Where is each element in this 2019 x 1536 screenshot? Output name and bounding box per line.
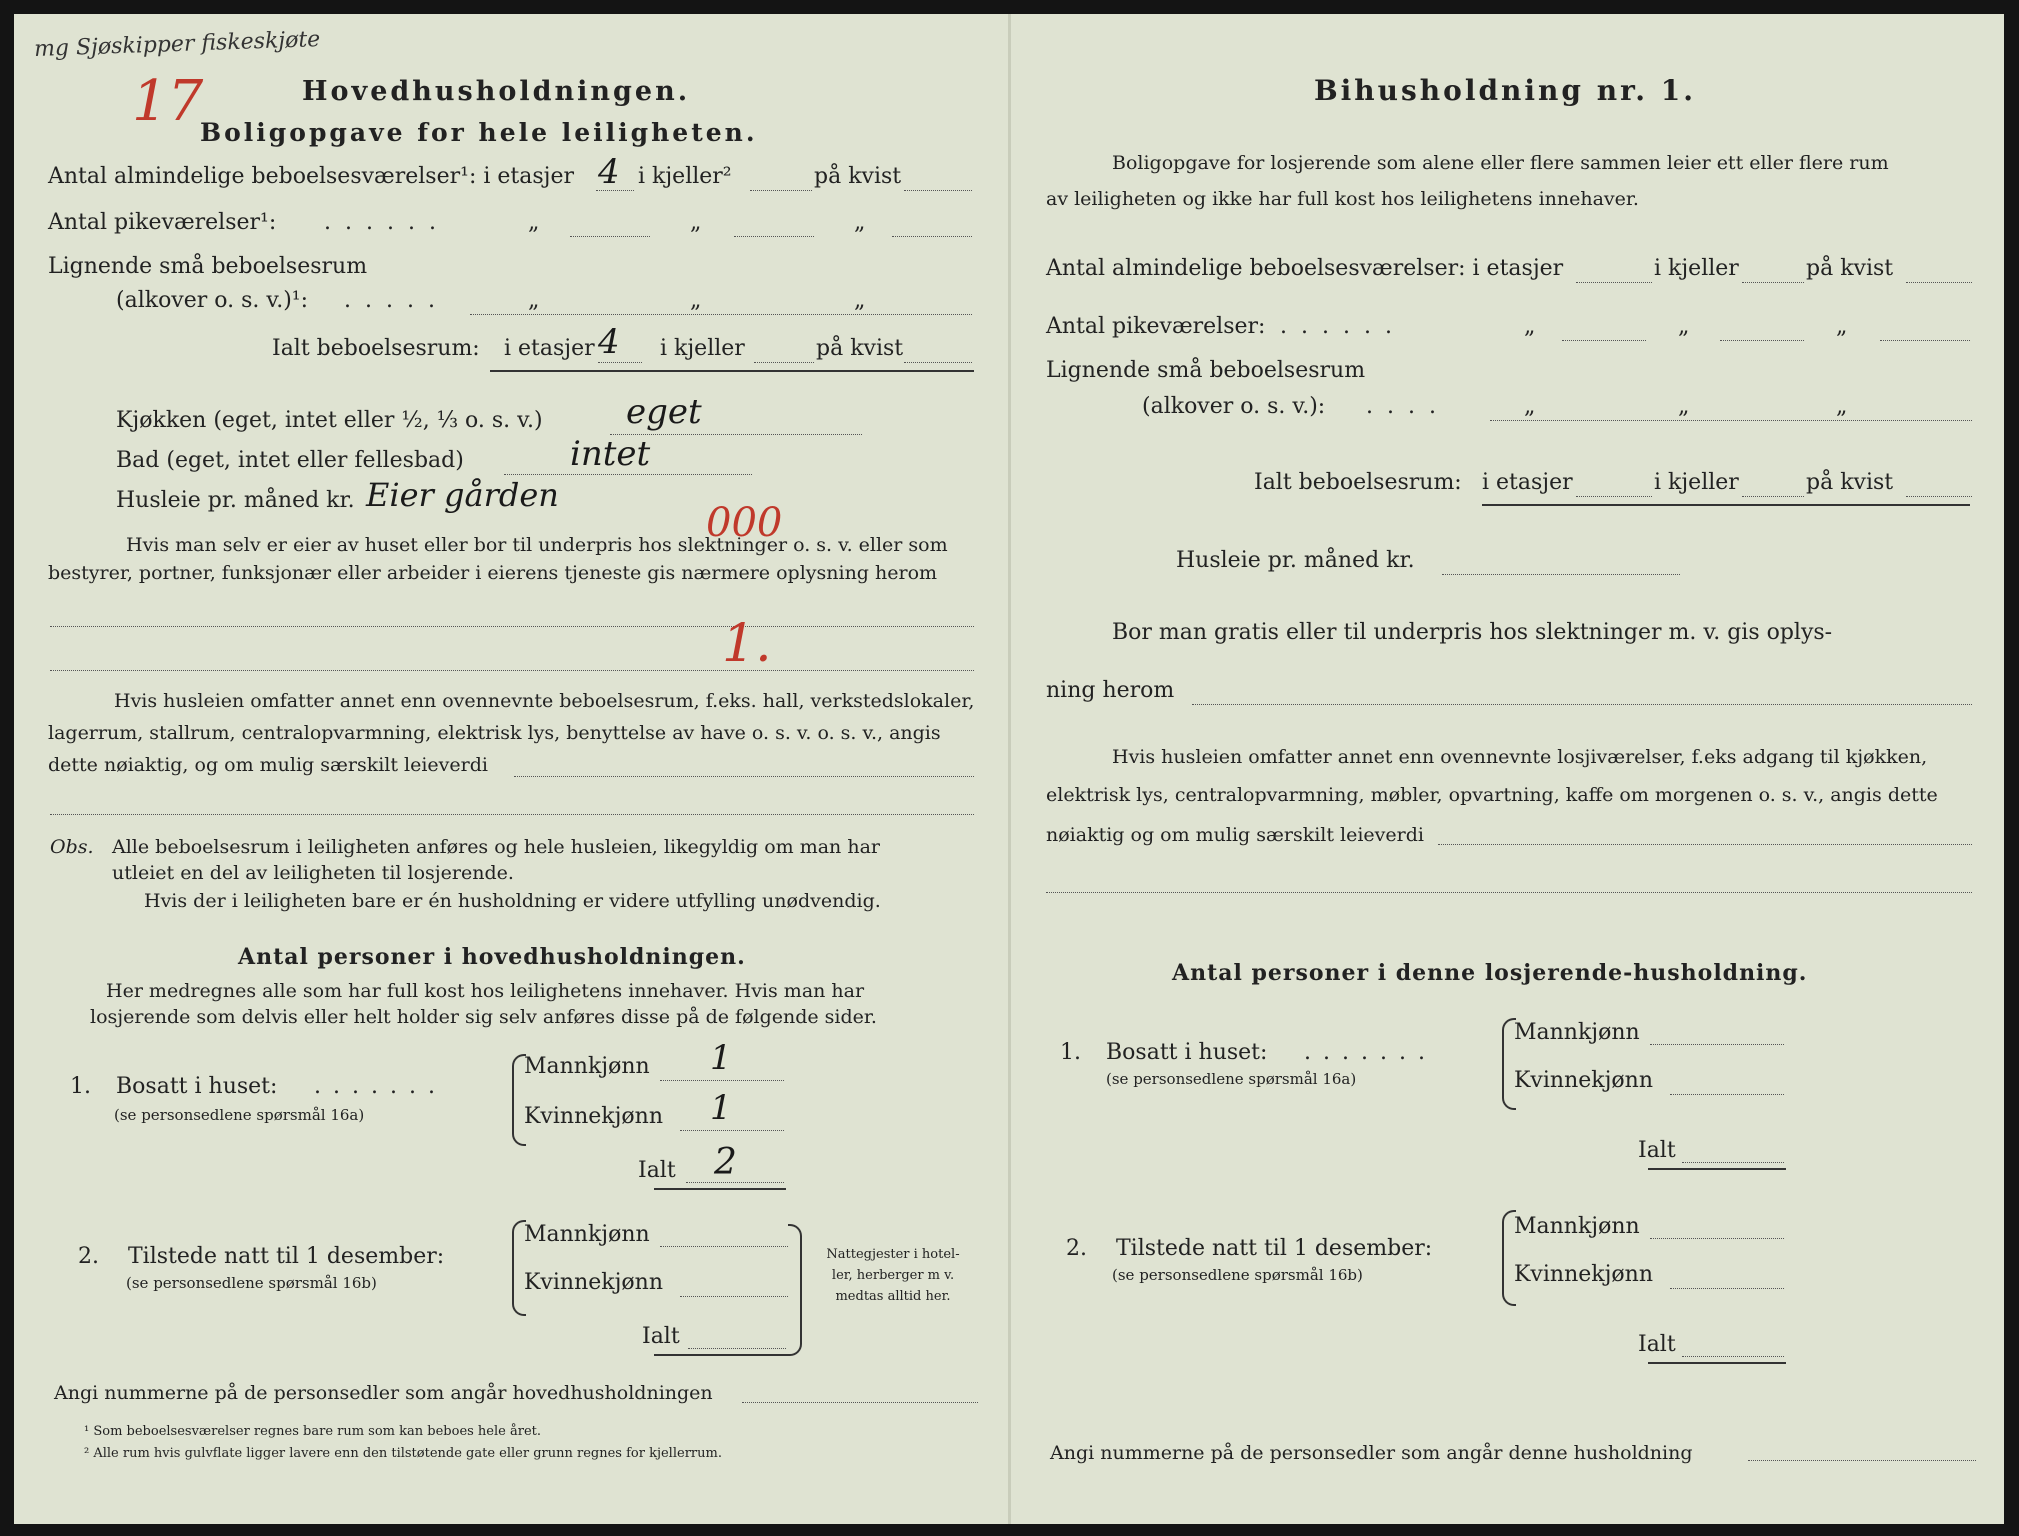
left-ialt-rule (490, 370, 974, 372)
right-q1-mann-label: Mannkjønn (1514, 1020, 1640, 1045)
left-antal-personer-heading: Antal personer i hovedhusholdningen. (238, 944, 746, 970)
right-q1-mann-field[interactable] (1650, 1044, 1784, 1045)
right-husleie-label: Husleie pr. måned kr. (1176, 548, 1415, 573)
right-ialt-kvist-field[interactable] (1906, 496, 1972, 497)
left-kvist-label: på kvist (814, 164, 902, 189)
right-q2-ialt-label: Ialt (1638, 1332, 1676, 1357)
right-ialt-etasjer-label: i etasjer (1482, 470, 1573, 495)
right-q2-ialt-field[interactable] (1682, 1356, 1784, 1357)
left-nattegjester-note (808, 1244, 978, 1307)
handwritten-red-number: 17 (132, 69, 204, 134)
left-q2-ialt-rule (654, 1354, 788, 1356)
right-angi-field[interactable] (1748, 1460, 1976, 1461)
left-kjokken-label: Kjøkken (eget, intet eller ½, ⅓ o. s. v.) (116, 408, 543, 433)
left-husleie-value: Eier gården (366, 476, 559, 514)
left-omfatter-field-2[interactable] (50, 814, 974, 815)
left-pike-ditto-3: „ (854, 210, 866, 235)
right-q1-ialt-rule (1648, 1168, 1786, 1170)
right-kjeller-label: i kjeller (1654, 256, 1739, 281)
right-row-lignende-label: Lignende små beboelsesrum (1046, 358, 1366, 383)
left-eier-field-2[interactable] (50, 670, 974, 671)
left-husleie-label: Husleie pr. måned kr. (116, 488, 355, 513)
right-q2-kvinne-field[interactable] (1670, 1288, 1784, 1289)
left-q2-kvinne-field[interactable] (680, 1296, 788, 1297)
right-gratis-line2: ning herom (1046, 678, 1175, 703)
right-pike-kvist-field[interactable] (1880, 340, 1970, 341)
right-q2-sub: (se personsedlene spørsmål 16b) (1112, 1266, 1363, 1284)
left-q1-mann-value: 1 (710, 1038, 732, 1078)
left-medregnes-line1: Her medregnes alle som har full kost hos leilighetens innehaver. Hvis man har (106, 980, 865, 1002)
right-intro-line1: Boligopgave for losjerende som alene eller flere sammen leier ett eller flere rum (1112, 152, 1889, 174)
left-page-title: Hovedhusholdningen. (302, 76, 691, 107)
left-medregnes-line2: losjerende som delvis eller helt holder sig selv anføres disse på de følgende sider. (90, 1006, 877, 1028)
right-row-alkover-label: (alkover o. s. v.): (1142, 394, 1326, 419)
right-alkover-ditto-3: „ (1836, 394, 1848, 419)
right-q1-dots: ....... (1304, 1040, 1437, 1065)
left-pike-kjeller-field[interactable] (734, 236, 814, 237)
left-alkover-field[interactable] (470, 314, 972, 315)
right-alkover-ditto-1: „ (1524, 394, 1536, 419)
left-row-ialt-label: Ialt beboelsesrum: (272, 336, 480, 361)
right-q2-kvinne-label: Kvinnekjønn (1514, 1262, 1653, 1287)
left-q1-ialt-value: 2 (714, 1142, 737, 1183)
right-q2-number: 2. (1066, 1236, 1087, 1261)
right-gratis-line1: Bor man gratis eller til underpris hos slektninger m. v. gis oplys- (1112, 620, 1833, 645)
left-q1-number: 1. (70, 1074, 91, 1099)
right-angi-label: Angi nummerne på de personsedler som angår denne husholdning (1050, 1442, 1693, 1464)
left-page-subtitle: Boligopgave for hele leiligheten. (200, 118, 758, 147)
right-pike-kjeller-field[interactable] (1720, 340, 1804, 341)
right-pike-dots: ...... (1280, 314, 1406, 339)
left-q1-mann-label: Mannkjønn (524, 1054, 650, 1079)
left-kjeller-label: i kjeller² (638, 164, 732, 189)
handwritten-red-rent: 000 (706, 500, 783, 546)
right-pike-ditto-3: „ (1836, 314, 1848, 339)
left-q1-mann-field[interactable] (660, 1080, 784, 1081)
left-row-pike-label: Antal pikeværelser¹: (48, 210, 277, 235)
right-q2-mann-field[interactable] (1650, 1238, 1784, 1239)
right-omfatter-line2: elektrisk lys, centralopvarmning, møbler, opvartning, kaffe om morgenen o. s. v., angis dette (1046, 784, 1938, 806)
right-q1-label: Bosatt i huset: (1106, 1040, 1268, 1065)
right-pike-etasjer-field[interactable] (1562, 340, 1646, 341)
left-q2-mann-label: Mannkjønn (524, 1222, 650, 1247)
right-etasjer-field[interactable] (1576, 282, 1652, 283)
left-omfatter-line1: Hvis husleien omfatter annet enn ovennevnte beboelsesrum, f.eks. hall, verkstedslokaler, (114, 690, 975, 712)
left-obs-label: Obs. (50, 836, 94, 858)
right-q2-ialt-rule (1648, 1362, 1786, 1364)
nattegjester-line-3: medtas alltid her. (835, 1289, 951, 1304)
left-alkover-dots: ..... (344, 288, 449, 313)
left-kvist-field[interactable] (904, 190, 972, 191)
left-ialt-etasjer-label: i etasjer (504, 336, 595, 361)
left-ialt-etasjer-value: 4 (598, 322, 620, 362)
left-footnote-1: ¹ Som beboelsesværelser regnes bare rum som kan beboes hele året. (84, 1424, 541, 1439)
right-pike-ditto-1: „ (1524, 314, 1536, 339)
right-q1-number: 1. (1060, 1040, 1081, 1065)
right-omfatter-line1: Hvis husleien omfatter annet enn ovennevnte losjiværelser, f.eks adgang til kjøkken, (1112, 746, 1928, 768)
left-bad-value: intet (570, 434, 651, 474)
left-q1-kvinne-value: 1 (710, 1088, 732, 1128)
left-etasjer-value: 4 (598, 152, 620, 192)
right-ialt-kjeller-field[interactable] (1742, 496, 1804, 497)
right-q1-ialt-label: Ialt (1638, 1138, 1676, 1163)
right-omfatter-field-2[interactable] (1046, 892, 1972, 893)
left-eier-line1: Hvis man selv er eier av huset eller bor til underpris hos slektninger o. s. v. eller som (126, 534, 948, 556)
left-ialt-kvist-label: på kvist (816, 336, 904, 361)
handwritten-red-mark: 1. (722, 614, 772, 674)
left-q2-brace-right (788, 1224, 802, 1356)
left-row-pike-dots: ...... (324, 210, 450, 235)
census-form-sheet (14, 14, 2004, 1524)
left-q1-kvinne-field[interactable] (680, 1130, 784, 1131)
left-row-antal-label: Antal almindelige beboelsesværelser¹: i etasjer (48, 164, 575, 189)
left-alkover-ditto-1: „ (528, 288, 540, 313)
left-kjeller-field[interactable] (750, 190, 812, 191)
right-kvist-label: på kvist (1806, 256, 1894, 281)
right-alkover-field[interactable] (1490, 420, 1972, 421)
left-bad-field[interactable] (504, 474, 752, 475)
left-angi-label: Angi nummerne på de personsedler som angår hovedhusholdningen (54, 1382, 713, 1404)
right-q2-label: Tilstede natt til 1 desember: (1116, 1236, 1433, 1261)
left-obs-line2: utleiet en del av leiligheten til losjerende. (112, 862, 514, 884)
left-row-alkover-label: (alkover o. s. v.)¹: (116, 288, 309, 313)
right-gratis-field[interactable] (1192, 704, 1972, 705)
right-alkover-ditto-2: „ (1678, 394, 1690, 419)
left-bad-label: Bad (eget, intet eller fellesbad) (116, 448, 464, 473)
right-page-title: Bihusholdning nr. 1. (1314, 74, 1696, 107)
right-kvist-field[interactable] (1906, 282, 1972, 283)
left-q1-ialt-label: Ialt (638, 1158, 676, 1183)
right-husleie-field[interactable] (1442, 574, 1680, 575)
right-pike-ditto-2: „ (1678, 314, 1690, 339)
left-alkover-ditto-3: „ (854, 288, 866, 313)
left-pike-ditto-1: „ (528, 210, 540, 235)
left-footnote-2: ² Alle rum hvis gulvflate ligger lavere enn den tilstøtende gate eller grunn regnes for kjellerrum. (84, 1446, 722, 1461)
left-eier-line2: bestyrer, portner, funksjonær eller arbeider i eierens tjeneste gis nærmere oplysning herom (48, 562, 938, 584)
left-omfatter-line2: lagerrum, stallrum, centralopvarmning, elektrisk lys, benyttelse av have o. s. v. o. s. v., angis (48, 722, 941, 744)
right-alkover-dots: .... (1366, 394, 1450, 419)
left-q2-sub: (se personsedlene spørsmål 16b) (126, 1274, 377, 1292)
right-intro-line2: av leiligheten og ikke har full kost hos leilighetens innehaver. (1046, 188, 1639, 210)
left-q2-number: 2. (78, 1244, 99, 1269)
page-fold (1008, 14, 1011, 1524)
left-angi-field[interactable] (742, 1402, 978, 1403)
left-q1-ialt-field[interactable] (686, 1182, 784, 1183)
right-ialt-kvist-label: på kvist (1806, 470, 1894, 495)
left-omfatter-field-1[interactable] (514, 776, 974, 777)
left-q1-label: Bosatt i huset: (116, 1074, 278, 1099)
handwritten-occupation-note: mg Sjøskipper fiskeskjøte (33, 27, 321, 62)
left-kjokken-value: eget (626, 392, 702, 432)
right-kjeller-field[interactable] (1742, 282, 1804, 283)
right-omfatter-field-1[interactable] (1438, 844, 1972, 845)
left-pike-kvist-field[interactable] (892, 236, 972, 237)
left-q1-sub: (se personsedlene spørsmål 16a) (114, 1106, 365, 1124)
left-ialt-kvist-field[interactable] (904, 362, 972, 363)
left-pike-etasjer-field[interactable] (570, 236, 650, 237)
left-obs-line1: Alle beboelsesrum i leiligheten anføres og hele husleien, likegyldig om man har (112, 836, 880, 858)
right-antal-personer-heading: Antal personer i denne losjerende-husholdning. (1172, 960, 1808, 986)
left-q2-kvinne-label: Kvinnekjønn (524, 1270, 663, 1295)
right-ialt-rule (1482, 504, 1970, 506)
left-q2-ialt-label: Ialt (642, 1324, 680, 1349)
left-ialt-kjeller-label: i kjeller (660, 336, 745, 361)
right-q1-sub: (se personsedlene spørsmål 16a) (1106, 1070, 1357, 1088)
right-q2-mann-label: Mannkjønn (1514, 1214, 1640, 1239)
left-omfatter-line3: dette nøiaktig, og om mulig særskilt leieverdi (48, 754, 488, 776)
left-row-lignende-label: Lignende små beboelsesrum (48, 254, 368, 279)
right-q1-kvinne-field[interactable] (1670, 1094, 1784, 1095)
right-omfatter-line3: nøiaktig og om mulig særskilt leieverdi (1046, 824, 1424, 846)
left-q2-mann-field[interactable] (660, 1246, 788, 1247)
right-q1-ialt-field[interactable] (1682, 1162, 1784, 1163)
right-ialt-etasjer-field[interactable] (1576, 496, 1652, 497)
left-obs-line3: Hvis der i leiligheten bare er én husholdning er videre utfylling unødvendig. (144, 890, 881, 912)
left-q1-kvinne-label: Kvinnekjønn (524, 1104, 663, 1129)
left-ialt-kjeller-field[interactable] (754, 362, 814, 363)
left-alkover-ditto-2: „ (690, 288, 702, 313)
left-ialt-etasjer-field[interactable] (598, 362, 642, 363)
left-q2-label: Tilstede natt til 1 desember: (128, 1244, 445, 1269)
right-ialt-kjeller-label: i kjeller (1654, 470, 1739, 495)
right-row-antal-label: Antal almindelige beboelsesværelser: i etasjer (1046, 256, 1564, 281)
left-q2-ialt-field[interactable] (688, 1348, 786, 1349)
left-eier-field-1[interactable] (50, 626, 974, 627)
nattegjester-line-1: Nattegjester i hotel- (826, 1247, 960, 1262)
nattegjester-line-2: ler, herberger m v. (831, 1268, 955, 1283)
right-row-pike-label: Antal pikeværelser: (1046, 314, 1266, 339)
right-row-ialt-label: Ialt beboelsesrum: (1254, 470, 1462, 495)
left-q1-dots: ....... (314, 1074, 447, 1099)
left-pike-ditto-2: „ (690, 210, 702, 235)
left-q1-ialt-rule (654, 1188, 786, 1190)
right-q1-kvinne-label: Kvinnekjønn (1514, 1068, 1653, 1093)
